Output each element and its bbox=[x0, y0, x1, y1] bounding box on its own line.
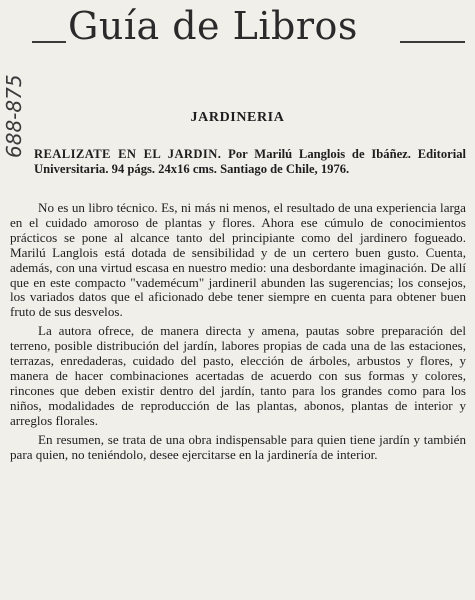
header-rule-left bbox=[32, 41, 66, 43]
book-details: Por Marilú Langlois de Ibáñez. Editorial Universitaria. 94 págs. 24x16 cms. Santiago de Chile, 1976. bbox=[34, 147, 467, 176]
column-title: Guía de Libros bbox=[68, 4, 358, 48]
review-paragraph: La autora ofrece, de manera directa y amena, pautas sobre preparación del terreno, posible distribución del jardín, labores propias de cada una de las estaciones, terrazas, enredaderas, cuidado del pasto, elección de árboles, arbustos y flores, y manera de hacer combinaciones acertadas de acuerdo con sus formas y colores, rincones que deben existir dentro del jardín, tanto para los grandes como para los niños, modalidades de reproducción de las plantas, abonos, plantas de interior y arreglos florales. bbox=[10, 323, 466, 428]
section-title: JARDINERIA bbox=[190, 110, 285, 125]
column-header bbox=[0, 0, 475, 70]
header-rule-right bbox=[400, 41, 465, 43]
book-title: REALIZATE EN EL JARDIN. bbox=[34, 147, 222, 161]
review-body bbox=[10, 201, 466, 466]
handwritten-catalog-number: 688-875 bbox=[2, 74, 26, 158]
book-citation bbox=[34, 147, 466, 177]
review-paragraph: En resumen, se trata de una obra indispensable para quien tiene jardín y también para quien, no teniéndolo, desee ejercitarse en la jardinería de interior. bbox=[10, 431, 466, 462]
review-paragraph: No es un libro técnico. Es, ni más ni menos, el resultado de una experiencia larga en el cuidado amoroso de plantas y flores. Ahora ese cúmulo de conocimientos prácticos se pone al alcance tanto del principiante como del jardinero fogueado. Marilú Langlois está dotada de sensibilidad y de un certero buen gusto. Cuenta, además, con una virtud escasa en nuestro medio: una desbordante imaginación. De allí que en este compacto "vademécum" jardineril abunden las sugerencias; los consejos, los variados datos que el aficionado debe tener siempre en cuenta para obtener buen fruto de sus desvelos. bbox=[10, 200, 466, 320]
